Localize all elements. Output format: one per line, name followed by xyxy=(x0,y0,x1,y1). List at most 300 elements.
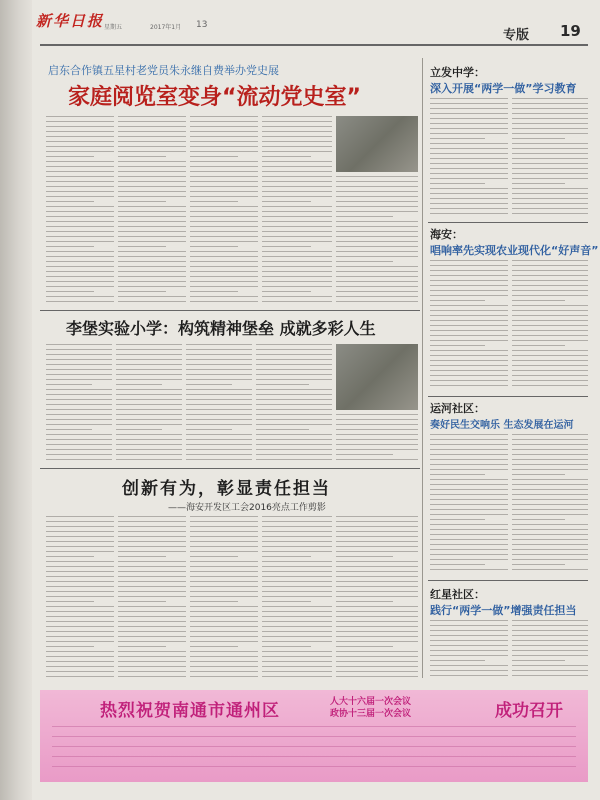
body-text-line xyxy=(190,191,258,192)
body-text-line xyxy=(512,355,588,356)
body-text-line xyxy=(46,156,94,157)
body-text-line xyxy=(430,213,508,214)
body-text-line xyxy=(46,349,112,350)
body-text-line xyxy=(262,126,332,127)
body-text-line xyxy=(46,116,114,117)
body-text-line xyxy=(512,519,565,520)
body-text-line xyxy=(336,434,418,435)
body-text-line xyxy=(256,349,332,350)
body-text-line xyxy=(336,556,393,557)
body-text-line xyxy=(116,399,182,400)
body-text-line xyxy=(118,261,186,262)
body-text-line xyxy=(190,636,258,637)
second-text-col-1 xyxy=(46,344,112,464)
body-text-line xyxy=(512,645,588,646)
body-text-line xyxy=(336,201,418,202)
body-text-line xyxy=(116,404,182,405)
body-text-line xyxy=(430,98,508,99)
body-text-line xyxy=(262,221,332,222)
body-text-line xyxy=(190,551,258,552)
body-text-line xyxy=(336,616,418,617)
body-text-line xyxy=(116,414,182,415)
newspaper-logo: 新华日报 xyxy=(36,12,105,30)
body-text-line xyxy=(46,379,112,380)
body-text-line xyxy=(512,449,588,450)
body-text-line xyxy=(46,631,114,632)
second-photo xyxy=(336,344,418,410)
second-text-col-5 xyxy=(336,414,418,464)
body-text-line xyxy=(512,128,588,129)
body-text-line xyxy=(430,295,508,296)
body-text-line xyxy=(336,256,418,257)
body-text-line xyxy=(430,103,508,104)
body-text-line xyxy=(190,606,258,607)
body-text-line xyxy=(46,256,114,257)
body-text-line xyxy=(336,196,418,197)
body-text-line xyxy=(512,270,588,271)
body-text-line xyxy=(190,126,258,127)
body-text-line xyxy=(118,531,186,532)
body-text-line xyxy=(430,153,508,154)
banner-name-row xyxy=(52,766,576,767)
body-text-line xyxy=(190,156,238,157)
body-text-line xyxy=(46,571,114,572)
right-rule-1 xyxy=(428,222,588,223)
body-text-line xyxy=(46,541,114,542)
body-text-line xyxy=(336,211,418,212)
body-text-line xyxy=(190,266,258,267)
body-text-line xyxy=(512,640,588,641)
body-text-line xyxy=(336,651,418,652)
body-text-line xyxy=(46,211,114,212)
body-text-line xyxy=(186,349,252,350)
body-text-line xyxy=(262,601,311,602)
body-text-line xyxy=(430,640,508,641)
body-text-line xyxy=(430,544,508,545)
body-text-line xyxy=(46,246,94,247)
body-text-line xyxy=(118,221,186,222)
body-text-line xyxy=(430,569,508,570)
body-text-line xyxy=(186,444,252,445)
body-text-line xyxy=(116,419,182,420)
body-text-line xyxy=(118,286,186,287)
body-text-line xyxy=(262,286,332,287)
body-text-line xyxy=(512,103,588,104)
body-text-line xyxy=(118,206,186,207)
body-text-line xyxy=(118,271,186,272)
banner-closing: 成功召开 xyxy=(495,701,563,721)
body-text-line xyxy=(256,389,332,390)
body-text-line xyxy=(262,136,332,137)
body-text-line xyxy=(336,656,418,657)
body-text-line xyxy=(430,208,508,209)
body-text-line xyxy=(46,186,114,187)
body-text-line xyxy=(430,325,508,326)
body-text-line xyxy=(46,344,112,345)
body-text-line xyxy=(336,301,418,302)
body-text-line xyxy=(256,429,309,430)
body-text-line xyxy=(430,128,508,129)
body-text-line xyxy=(262,641,332,642)
body-text-line xyxy=(46,531,114,532)
body-text-line xyxy=(512,98,588,99)
body-text-line xyxy=(186,374,252,375)
body-text-line xyxy=(262,561,332,562)
body-text-line xyxy=(512,315,588,316)
body-text-line xyxy=(46,364,112,365)
body-text-line xyxy=(262,651,332,652)
body-text-line xyxy=(336,439,418,440)
body-text-line xyxy=(256,399,332,400)
body-text-line xyxy=(46,394,112,395)
body-text-line xyxy=(46,641,114,642)
body-text-line xyxy=(430,549,508,550)
body-text-line xyxy=(336,596,418,597)
body-text-line xyxy=(262,671,332,672)
body-text-line xyxy=(190,291,238,292)
body-text-line xyxy=(190,176,258,177)
body-text-line xyxy=(118,291,166,292)
body-text-line xyxy=(46,671,114,672)
body-text-line xyxy=(118,666,186,667)
issue-date: 2017年1月 xyxy=(150,24,182,31)
body-text-line xyxy=(430,464,508,465)
body-text-line xyxy=(262,186,332,187)
body-text-line xyxy=(512,544,588,545)
body-text-line xyxy=(186,359,252,360)
body-text-line xyxy=(262,171,332,172)
body-text-line xyxy=(118,676,186,677)
body-text-line xyxy=(118,136,186,137)
body-text-line xyxy=(336,191,418,192)
body-text-line xyxy=(336,221,418,222)
body-text-line xyxy=(512,650,588,651)
body-text-line xyxy=(118,126,186,127)
body-text-line xyxy=(256,359,332,360)
body-text-line xyxy=(46,581,114,582)
body-text-line xyxy=(430,193,508,194)
body-text-line xyxy=(118,581,186,582)
body-text-line xyxy=(262,216,332,217)
right-story3-col-1 xyxy=(430,434,508,574)
body-text-line xyxy=(512,559,588,560)
right-rule-2 xyxy=(428,396,588,397)
body-text-line xyxy=(262,531,332,532)
body-text-line xyxy=(512,499,588,500)
body-text-line xyxy=(118,516,186,517)
body-text-line xyxy=(186,389,252,390)
body-text-line xyxy=(430,434,508,435)
body-text-line xyxy=(430,630,508,631)
body-text-line xyxy=(186,429,232,430)
body-text-line xyxy=(118,146,186,147)
body-text-line xyxy=(118,611,186,612)
body-text-line xyxy=(46,201,94,202)
body-text-line xyxy=(336,444,418,445)
body-text-line xyxy=(262,541,332,542)
body-text-line xyxy=(262,196,332,197)
body-text-line xyxy=(512,305,588,306)
lead-kicker: 启东合作镇五星村老党员朱永继自费举办党史展 xyxy=(48,64,279,77)
body-text-line xyxy=(512,474,565,475)
body-text-line xyxy=(190,556,238,557)
body-text-line xyxy=(262,271,332,272)
body-text-line xyxy=(118,236,186,237)
body-text-line xyxy=(336,231,418,232)
body-text-line xyxy=(46,196,114,197)
body-text-line xyxy=(46,661,114,662)
body-text-line xyxy=(512,295,588,296)
body-text-line xyxy=(336,591,418,592)
body-text-line xyxy=(116,374,182,375)
body-text-line xyxy=(118,646,166,647)
body-text-line xyxy=(430,444,508,445)
body-text-line xyxy=(262,176,332,177)
body-text-line xyxy=(116,434,182,435)
body-text-line xyxy=(430,335,508,336)
body-text-line xyxy=(46,611,114,612)
body-text-line xyxy=(512,310,588,311)
body-text-line xyxy=(512,630,588,631)
body-text-line xyxy=(190,181,258,182)
lead-headline: 家庭阅览室变身“流动党史室” xyxy=(68,85,361,110)
body-text-line xyxy=(46,459,112,460)
second-text-col-3 xyxy=(186,344,252,464)
body-text-line xyxy=(118,281,186,282)
body-text-line xyxy=(336,621,418,622)
body-text-line xyxy=(118,606,186,607)
body-text-line xyxy=(430,290,508,291)
body-text-line xyxy=(430,270,508,271)
body-text-line xyxy=(430,275,508,276)
body-text-line xyxy=(336,429,418,430)
body-text-line xyxy=(262,656,332,657)
body-text-line xyxy=(336,286,418,287)
body-text-line xyxy=(512,208,588,209)
body-text-line xyxy=(430,375,508,376)
body-text-line xyxy=(430,564,485,565)
body-text-line xyxy=(46,626,114,627)
body-text-line xyxy=(512,524,588,525)
body-text-line xyxy=(430,650,508,651)
body-text-line xyxy=(336,241,418,242)
body-text-line xyxy=(118,591,186,592)
body-text-line xyxy=(46,419,112,420)
body-text-line xyxy=(46,206,114,207)
body-text-line xyxy=(118,301,186,302)
body-text-line xyxy=(116,409,182,410)
body-text-line xyxy=(336,261,393,262)
body-text-line xyxy=(336,576,418,577)
body-text-line xyxy=(430,474,485,475)
body-text-line xyxy=(512,285,588,286)
body-text-line xyxy=(46,176,114,177)
body-text-line xyxy=(512,454,588,455)
body-text-line xyxy=(190,221,258,222)
body-text-line xyxy=(336,526,418,527)
body-text-line xyxy=(512,118,588,119)
body-text-line xyxy=(118,256,186,257)
body-text-line xyxy=(190,131,258,132)
body-text-line xyxy=(118,521,186,522)
body-text-line xyxy=(512,569,588,570)
body-text-line xyxy=(186,369,252,370)
body-text-line xyxy=(512,660,565,661)
body-text-line xyxy=(430,355,508,356)
body-text-line xyxy=(46,271,114,272)
third-text-col-1 xyxy=(46,516,114,682)
body-text-line xyxy=(512,479,588,480)
body-text-line xyxy=(512,148,588,149)
body-text-line xyxy=(430,479,508,480)
body-text-line xyxy=(336,459,418,460)
body-text-line xyxy=(116,449,182,450)
body-text-line xyxy=(46,236,114,237)
body-text-line xyxy=(46,551,114,552)
body-text-line xyxy=(256,434,332,435)
body-text-line xyxy=(336,181,418,182)
body-text-line xyxy=(512,340,588,341)
body-text-line xyxy=(336,186,418,187)
body-text-line xyxy=(46,576,114,577)
body-text-line xyxy=(46,354,112,355)
right-rule-3 xyxy=(428,580,588,581)
body-text-line xyxy=(186,434,252,435)
body-text-line xyxy=(512,153,588,154)
body-text-line xyxy=(430,494,508,495)
body-text-line xyxy=(262,246,311,247)
body-text-line xyxy=(190,586,258,587)
third-text-col-5 xyxy=(336,516,418,682)
body-text-line xyxy=(118,181,186,182)
body-text-line xyxy=(186,419,252,420)
body-text-line xyxy=(46,536,114,537)
body-text-line xyxy=(46,449,112,450)
body-text-line xyxy=(512,665,588,666)
body-text-line xyxy=(336,601,393,602)
right-story2-col-1 xyxy=(430,260,508,390)
body-text-line xyxy=(430,108,508,109)
body-text-line xyxy=(186,404,252,405)
body-text-line xyxy=(46,389,112,390)
body-text-line xyxy=(430,320,508,321)
body-text-line xyxy=(430,559,508,560)
body-text-line xyxy=(512,494,588,495)
body-text-line xyxy=(118,176,186,177)
body-text-line xyxy=(118,551,186,552)
body-text-line xyxy=(118,131,186,132)
body-text-line xyxy=(262,571,332,572)
body-text-line xyxy=(46,621,114,622)
story-rule-3 xyxy=(40,468,420,469)
body-text-line xyxy=(46,291,94,292)
body-text-line xyxy=(118,656,186,657)
body-text-line xyxy=(512,675,588,676)
body-text-line xyxy=(116,379,182,380)
body-text-line xyxy=(336,636,418,637)
body-text-line xyxy=(118,576,186,577)
body-text-line xyxy=(512,539,588,540)
body-text-line xyxy=(336,646,393,647)
body-text-line xyxy=(118,621,186,622)
body-text-line xyxy=(336,236,418,237)
body-text-line xyxy=(46,226,114,227)
body-text-line xyxy=(336,206,418,207)
body-text-line xyxy=(430,340,508,341)
body-text-line xyxy=(262,151,332,152)
body-text-line xyxy=(186,414,252,415)
body-text-line xyxy=(430,350,508,351)
body-text-line xyxy=(336,571,418,572)
body-text-line xyxy=(430,454,508,455)
body-text-line xyxy=(118,571,186,572)
body-text-line xyxy=(46,444,112,445)
body-text-line xyxy=(118,266,186,267)
body-text-line xyxy=(256,369,332,370)
body-text-line xyxy=(46,261,114,262)
body-text-line xyxy=(46,286,114,287)
body-text-line xyxy=(118,226,186,227)
body-text-line xyxy=(512,484,588,485)
body-text-line xyxy=(46,556,94,557)
body-text-line xyxy=(336,536,418,537)
body-text-line xyxy=(430,675,508,676)
body-text-line xyxy=(118,671,186,672)
body-text-line xyxy=(256,459,332,460)
body-text-line xyxy=(512,385,588,386)
body-text-line xyxy=(262,596,332,597)
right-story4-col-1 xyxy=(430,620,508,682)
body-text-line xyxy=(186,384,232,385)
body-text-line xyxy=(262,636,332,637)
body-text-line xyxy=(430,670,508,671)
body-text-line xyxy=(256,404,332,405)
body-text-line xyxy=(336,246,418,247)
body-text-line xyxy=(512,375,588,376)
body-text-line xyxy=(116,424,182,425)
body-text-line xyxy=(430,285,508,286)
body-text-line xyxy=(46,374,112,375)
body-text-line xyxy=(116,364,182,365)
body-text-line xyxy=(190,536,258,537)
banner-name-row xyxy=(52,746,576,747)
body-text-line xyxy=(116,459,182,460)
body-text-line xyxy=(46,646,94,647)
body-text-line xyxy=(336,449,418,450)
body-text-line xyxy=(512,213,588,214)
body-text-line xyxy=(336,216,393,217)
body-text-line xyxy=(46,429,92,430)
body-text-line xyxy=(430,370,508,371)
body-text-line xyxy=(430,620,508,621)
body-text-line xyxy=(512,345,565,346)
body-text-line xyxy=(262,276,332,277)
body-text-line xyxy=(116,359,182,360)
body-text-line xyxy=(262,121,332,122)
body-text-line xyxy=(336,641,418,642)
body-text-line xyxy=(256,444,332,445)
body-text-line xyxy=(430,665,508,666)
body-text-line xyxy=(256,439,332,440)
body-text-line xyxy=(256,454,332,455)
body-text-line xyxy=(46,676,114,677)
banner-line-1: 人大十六届一次会议 xyxy=(330,697,412,707)
body-text-line xyxy=(336,546,418,547)
body-text-line xyxy=(430,198,508,199)
body-text-line xyxy=(262,581,332,582)
right-story1-headline: 深入开展“两学一做”学习教育 xyxy=(430,82,577,95)
body-text-line xyxy=(190,666,258,667)
